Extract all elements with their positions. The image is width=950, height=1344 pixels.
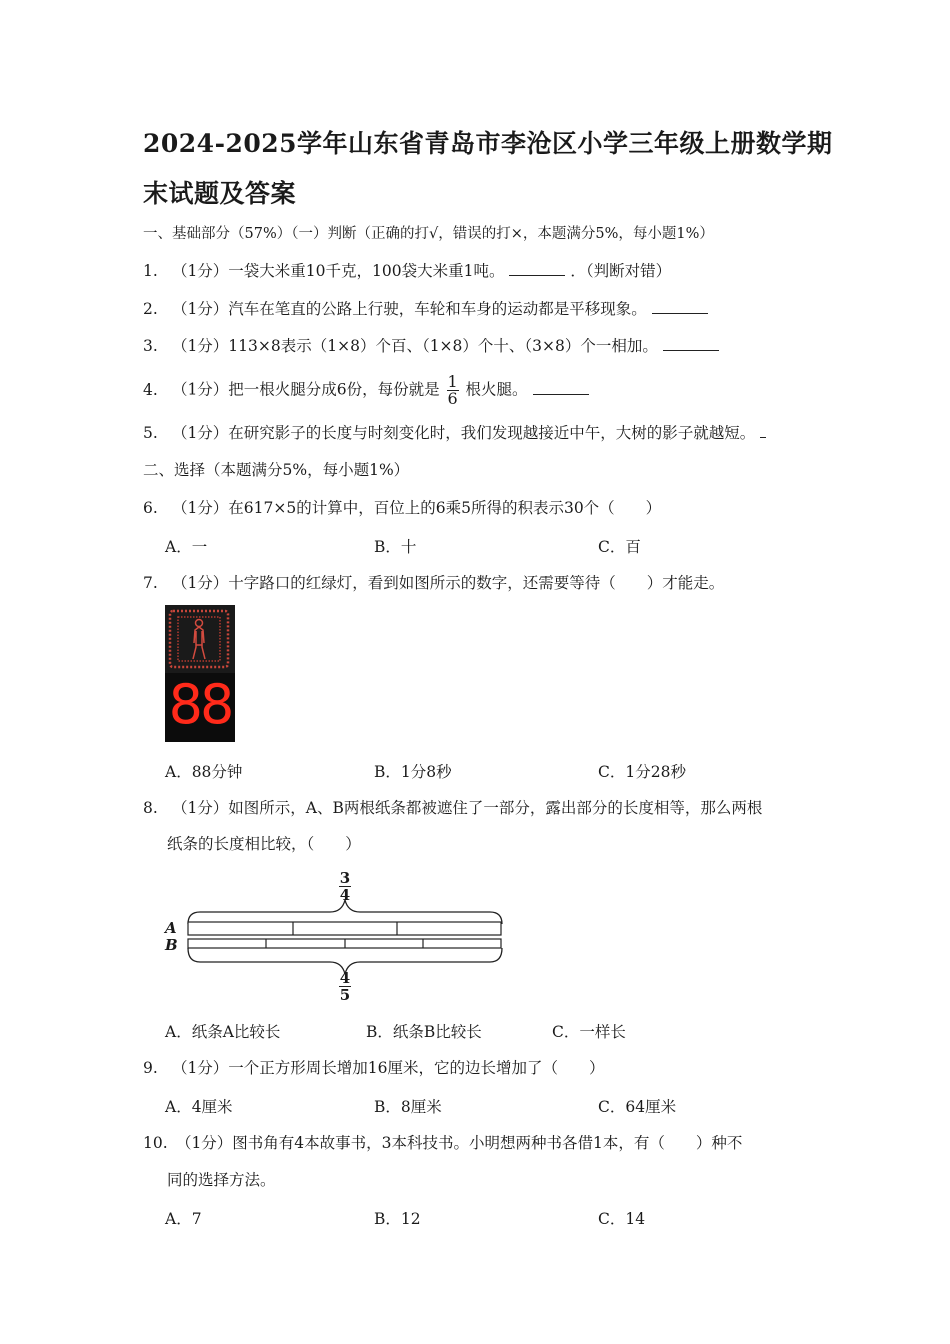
traffic-light-figure bbox=[165, 605, 235, 742]
paper-strips-diagram bbox=[160, 868, 510, 1008]
option-b[interactable]: B．1分8秒 bbox=[374, 763, 452, 781]
bottom-fraction bbox=[339, 970, 351, 1003]
answer-blank[interactable] bbox=[652, 313, 708, 314]
option-c[interactable]: C．1分28秒 bbox=[598, 763, 686, 781]
question-text: （1分）把一根火腿分成6份，每份就是 bbox=[171, 380, 440, 399]
question-10 bbox=[143, 1132, 742, 1154]
question-number: 1. bbox=[143, 262, 158, 280]
option-b[interactable]: B．十 bbox=[374, 538, 417, 556]
fraction-numerator: 3 bbox=[339, 869, 351, 887]
option-a[interactable]: A．一 bbox=[165, 538, 208, 556]
question-5 bbox=[143, 422, 766, 444]
question-text: （1分）113×8表示（1×8）个百、（1×8）个十、（3×8）个一相加。 bbox=[171, 337, 658, 355]
question-number: 4. bbox=[143, 380, 158, 399]
question-text: （1分）汽车在笔直的公路上行驶，车轮和车身的运动都是平移现象。 bbox=[171, 300, 647, 318]
question-10-continued: 同的选择方法。 bbox=[167, 1171, 276, 1189]
question-text: （1分）一个正方形周长增加16厘米，它的边长增加了（ ） bbox=[171, 1059, 605, 1077]
question-number: 2. bbox=[143, 300, 158, 318]
question-3 bbox=[143, 335, 719, 357]
question-text: （1分）在617×5的计算中，百位上的6乘5所得的积表示30个（ ） bbox=[171, 499, 662, 517]
countdown-display: 88 bbox=[168, 673, 232, 736]
question-text-after: 根火腿。 bbox=[465, 380, 528, 399]
label-b: B bbox=[165, 936, 178, 954]
option-b[interactable]: B．12 bbox=[374, 1210, 421, 1228]
answer-blank[interactable] bbox=[533, 394, 589, 395]
option-b[interactable]: B．8厘米 bbox=[374, 1098, 442, 1116]
option-a[interactable]: A．88分钟 bbox=[165, 763, 243, 781]
option-c[interactable]: C．14 bbox=[598, 1210, 646, 1228]
fraction-numerator: 4 bbox=[339, 969, 351, 987]
fraction-denominator: 4 bbox=[339, 886, 351, 904]
question-4 bbox=[143, 374, 589, 407]
question-2 bbox=[143, 298, 708, 320]
question-number: 6. bbox=[143, 499, 158, 517]
option-a[interactable]: A．7 bbox=[165, 1210, 202, 1228]
exam-title-line-2: 末试题及答案 bbox=[143, 179, 297, 208]
section-2-heading: 二、选择（本题满分5%，每小题1%） bbox=[143, 461, 410, 479]
fraction bbox=[447, 374, 459, 407]
paper-strips-figure bbox=[160, 868, 510, 1008]
question-text: （1分）图书角有4本故事书，3本科技书。小明想两种书各借1本，有（ ）种不 bbox=[175, 1134, 743, 1152]
question-text: （1分）如图所示，A、B两根纸条都被遮住了一部分，露出部分的长度相等，那么两根 bbox=[171, 799, 763, 817]
answer-blank[interactable] bbox=[663, 350, 719, 351]
question-number: 3. bbox=[143, 337, 158, 355]
question-text: （1分）在研究影子的长度与时刻变化时，我们发现越接近中午，大树的影子就越短。 bbox=[171, 424, 756, 442]
strip-a bbox=[188, 922, 501, 935]
question-text: （1分）一袋大米重10千克，100袋大米重1吨。 bbox=[171, 262, 505, 280]
question-number: 5. bbox=[143, 424, 158, 442]
question-6 bbox=[143, 497, 661, 519]
answer-blank[interactable] bbox=[760, 437, 766, 438]
section-1-heading: 一、基础部分（57%）（一）判断（正确的打√，错误的打×，本题满分5%，每小题1%） bbox=[143, 226, 714, 242]
question-text: （1分）十字路口的红绿灯，看到如图所示的数字，还需要等待（ ）才能走。 bbox=[171, 574, 725, 592]
question-8-continued: 纸条的长度相比较，（ ） bbox=[167, 835, 361, 853]
answer-blank[interactable] bbox=[509, 275, 565, 276]
question-number: 7. bbox=[143, 574, 158, 592]
option-a[interactable]: A．4厘米 bbox=[165, 1098, 233, 1116]
fraction-numerator: 1 bbox=[447, 372, 458, 391]
option-c[interactable]: C．64厘米 bbox=[598, 1098, 677, 1116]
fraction-denominator: 5 bbox=[339, 986, 351, 1004]
fraction-denominator: 6 bbox=[447, 389, 458, 408]
question-9 bbox=[143, 1057, 605, 1079]
question-8 bbox=[143, 797, 762, 819]
exam-title-line-1: 2024-2025学年山东省青岛市李沧区小学三年级上册数学期 bbox=[143, 129, 833, 158]
question-number: 9. bbox=[143, 1059, 158, 1077]
option-a[interactable]: A．纸条A比较长 bbox=[165, 1023, 281, 1041]
question-1 bbox=[143, 260, 671, 282]
question-7 bbox=[143, 572, 724, 594]
option-c[interactable]: C．百 bbox=[598, 538, 641, 556]
option-c[interactable]: C．一样长 bbox=[552, 1023, 626, 1041]
question-number: 8. bbox=[143, 799, 158, 817]
label-a: A bbox=[165, 919, 177, 937]
option-b[interactable]: B．纸条B比较长 bbox=[366, 1023, 482, 1041]
question-number: 10. bbox=[143, 1134, 168, 1152]
top-fraction bbox=[339, 870, 351, 903]
question-suffix: ．（判断对错） bbox=[570, 262, 672, 280]
